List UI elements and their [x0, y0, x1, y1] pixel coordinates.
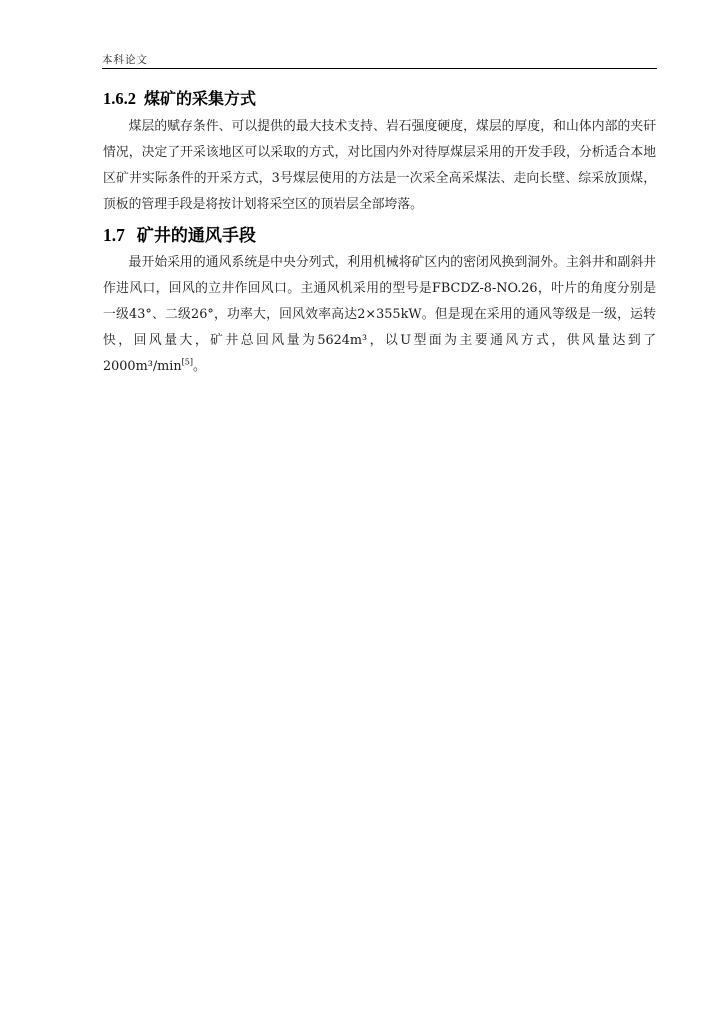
body-paragraph-ventilation — [103, 250, 656, 380]
section-number: 1.7 — [103, 225, 125, 245]
body-paragraph-mining-method: 煤层的赋存条件、可以提供的最大技术支持、岩石强度硬度，煤层的厚度，和山体内部的夹矸情况，决定了开采该地区可以采取的方式，对比国内外对待厚煤层采用的开发手段，分析适合本地区矿井实际条件的开采方式，3号煤层使用的方法是一次采全高采煤法、走向长壁、综采放顶煤，顶板的管理手段是将按计划将采空区的顶岩层全部垮落。 — [103, 119, 656, 212]
section-heading-1-7 — [103, 220, 656, 250]
citation-reference[interactable]: [5] — [181, 357, 193, 367]
section-heading-1-6-2 — [103, 84, 656, 114]
header-label: 本科论文 — [102, 54, 148, 66]
paragraph-text: 最开始采用的通风系统是中央分列式，利用机械将矿区内的密闭风换到洞外。主斜井和副斜井作进风口，回风的立井作回风口。主通风机采用的型号是FBCDZ-8-NO.26，叶片的角度分别是一级43°、二级26°，功率大，回风效率高达2×355kW。但是现在采用的通风等级是一级，运转快，回风量大，矿井总回风量为5624m³，以U型面为主要通风方式，供风量达到了2000m³/min — [103, 255, 656, 374]
section-number: 1.6.2 — [103, 89, 136, 108]
document-body — [103, 84, 656, 380]
page-header — [102, 50, 657, 69]
section-title: 煤矿的采集方式 — [144, 89, 257, 108]
paragraph-end: 。 — [192, 359, 206, 374]
section-title: 矿井的通风手段 — [136, 226, 256, 246]
